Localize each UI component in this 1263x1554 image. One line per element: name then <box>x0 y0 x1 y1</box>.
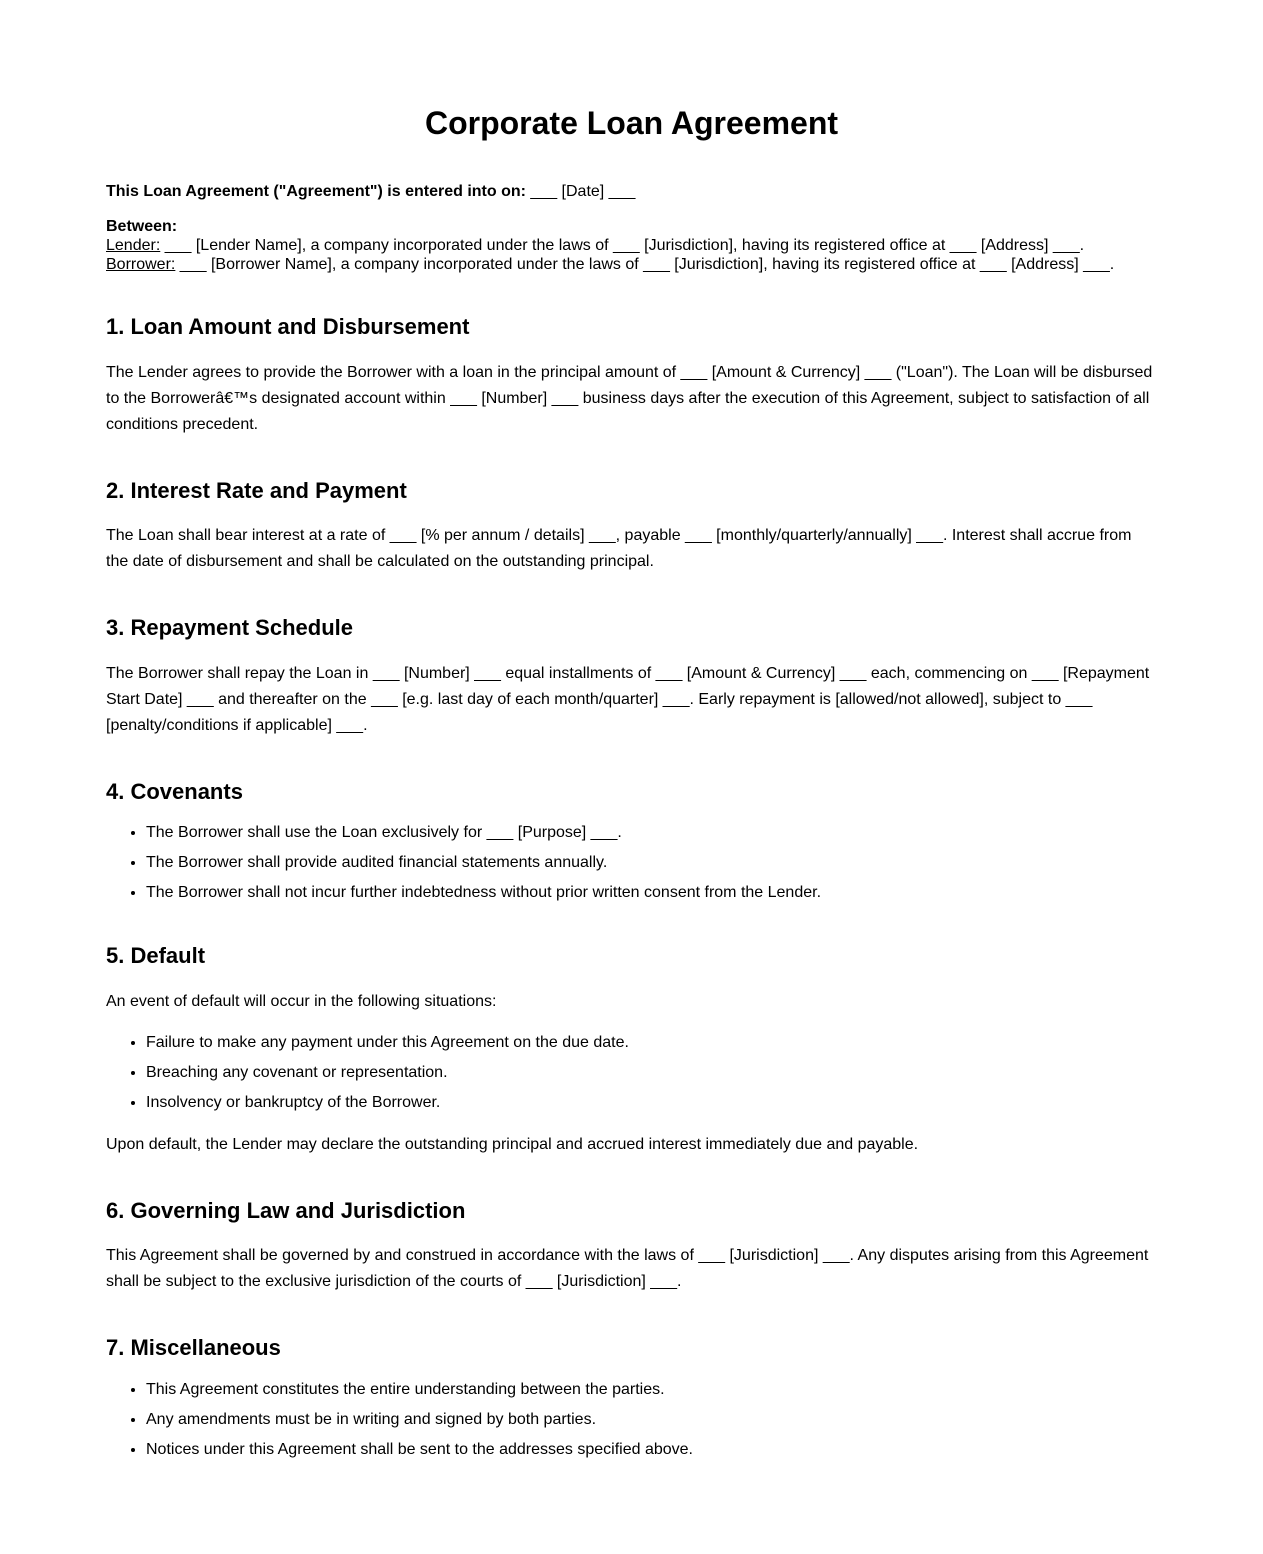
section-heading: 2. Interest Rate and Payment <box>106 477 407 503</box>
bullet-item: • Any amendments must be in writing and signed by both parties. <box>146 1410 1157 1430</box>
section-heading: 5. Default <box>106 943 206 969</box>
bullet-item: • The Borrower shall provide audited financial statements annually. <box>146 853 1157 873</box>
section-paragraph: The Loan shall bear interest at a rate of ___ [% per annum / details] ___, payable ___ [monthly/quarterly/annually] ___. Interest shall accrue from the date of disbursement and shall be calculated on the outstanding principal. <box>106 527 1132 571</box>
section-paragraph: This Agreement shall be governed by and construed in accordance with the laws of ___ [Jurisdiction] ___. Any disputes arising from this Agreement shall be subject to the exclusive jurisdiction of the courts of ___ [Jurisdiction] ___. <box>106 1247 1149 1291</box>
section-heading: 4. Covenants <box>106 778 243 804</box>
section-governing-law <box>106 1198 1157 1296</box>
section-default <box>106 943 1157 1158</box>
section-heading: 7. Miscellaneous <box>106 1335 281 1361</box>
section-paragraph: The Lender agrees to provide the Borrower with a loan in the principal amount of ___ [Amount & Currency] ___ ("Loan"). The Loan will be disbursed to the Borrowerâ€™s designated account within ___ [Number] ___ business days after the execution of this Agreement, subject to satisfaction of all conditions precedent. <box>106 363 1153 433</box>
document-title: Corporate Loan Agreement <box>424 105 839 141</box>
document-page <box>106 0 1157 1530</box>
section-covenants <box>106 779 1157 903</box>
bullet-item: • Insolvency or bankruptcy of the Borrower. <box>146 1093 1157 1113</box>
section-heading: 1. Loan Amount and Disbursement <box>106 314 470 340</box>
agreement-entered-label: This Loan Agreement ("Agreement") is entered into on: <box>106 183 526 201</box>
bullet-item: • Breaching any covenant or representation. <box>146 1063 1157 1083</box>
parties-block <box>106 217 1157 275</box>
bullet-item: • Notices under this Agreement shall be sent to the addresses specified above. <box>146 1440 1157 1460</box>
default-events-list <box>106 1033 1157 1113</box>
borrower-label: Borrower: <box>106 255 176 273</box>
lender-details: ___ [Lender Name], a company incorporated under the laws of ___ [Jurisdiction], having its registered office at ___ [Address] ___. <box>160 236 1085 254</box>
agreement-entered-line <box>106 182 1157 201</box>
section-interest-rate <box>106 478 1157 576</box>
bullet-item: • This Agreement constitutes the entire understanding between the parties. <box>146 1380 1157 1400</box>
miscellaneous-list <box>106 1380 1157 1460</box>
section-miscellaneous <box>106 1335 1157 1459</box>
section-heading: 3. Repayment Schedule <box>106 615 353 641</box>
lender-label: Lender: <box>106 236 161 254</box>
borrower-line <box>106 255 1157 274</box>
intro-block <box>106 182 1157 274</box>
agreement-date-placeholder: ___ [Date] ___ <box>525 183 636 201</box>
section-paragraph: The Borrower shall repay the Loan in ___ [Number] ___ equal installments of ___ [Amount & Currency] ___ each, commencing on ___ [Repayment Start Date] ___ and thereafter on the ___ [e.g. last day of each month/quarter] ___. Early repayment is [allowed/not allowed], subject to ___ [penalty/conditions if applicable] ___. <box>106 664 1150 734</box>
section-heading: 6. Governing Law and Jurisdiction <box>106 1197 466 1223</box>
section-loan-amount <box>106 314 1157 438</box>
borrower-details: ___ [Borrower Name], a company incorporated under the laws of ___ [Jurisdiction], having its registered office at ___ [Address] ___. <box>175 255 1115 273</box>
lender-line <box>106 236 1157 255</box>
section-repayment-schedule <box>106 615 1157 739</box>
covenants-list <box>106 823 1157 903</box>
default-lead-paragraph: An event of default will occur in the following situations: <box>106 992 497 1010</box>
bullet-item: • The Borrower shall use the Loan exclusively for ___ [Purpose] ___. <box>146 823 1157 843</box>
default-consequence-paragraph: Upon default, the Lender may declare the outstanding principal and accrued interest immediately due and payable. <box>106 1135 919 1153</box>
bullet-item: • The Borrower shall not incur further indebtedness without prior written consent from the Lender. <box>146 883 1157 903</box>
between-label: Between: <box>106 217 178 235</box>
bullet-item: • Failure to make any payment under this Agreement on the due date. <box>146 1033 1157 1053</box>
